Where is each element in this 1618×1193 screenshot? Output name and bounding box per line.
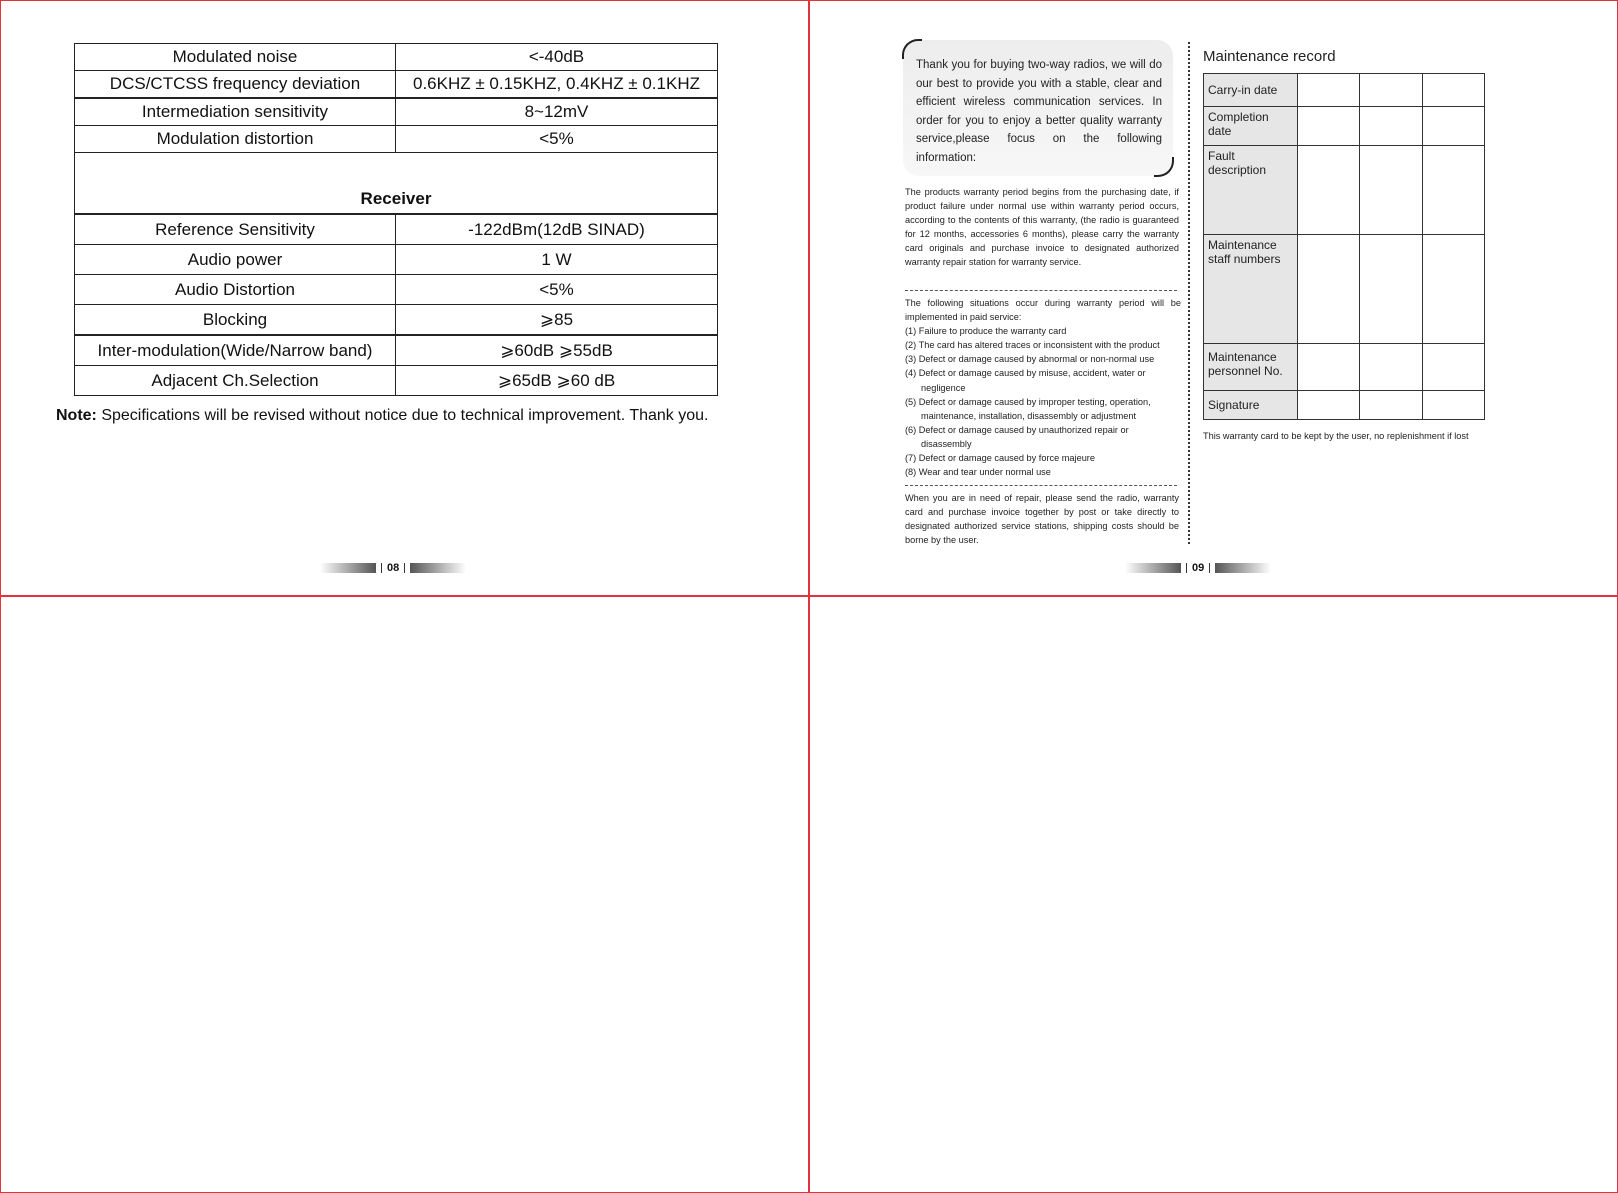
spec-note: [56, 407, 708, 425]
row-label: Carry-in date: [1204, 74, 1298, 107]
table-row: [1204, 391, 1485, 420]
spec-value: <-40dB: [396, 44, 718, 71]
page-ornament-bar: [320, 563, 376, 573]
table-row: [1204, 235, 1485, 344]
spec-row: [75, 335, 718, 366]
page-number-left: [320, 561, 466, 575]
spec-param: Audio Distortion: [75, 275, 396, 305]
spec-section-header: [75, 153, 718, 215]
maintenance-record-table: [1203, 73, 1485, 420]
spec-row: [75, 245, 718, 275]
page-number-text: 09: [1186, 563, 1210, 573]
blank-cell: [1422, 344, 1484, 391]
table-row: [1204, 74, 1485, 107]
list-item: (4) Defect or damage caused by misuse, accident, water or negligence: [905, 368, 1146, 393]
spec-value: 8~12mV: [396, 98, 718, 126]
blank-cell: [1360, 107, 1422, 146]
paid-service-intro: The following situations occur during warranty period will be implemented in paid service:: [905, 298, 1181, 323]
blank-cell: [1298, 107, 1360, 146]
spec-param: Blocking: [75, 305, 396, 336]
row-label: Completion date: [1204, 107, 1298, 146]
blank-cell: [1298, 391, 1360, 420]
page-number-right: [1125, 561, 1271, 575]
blank-cell: [1422, 74, 1484, 107]
spec-row: [75, 366, 718, 396]
spec-value: ⩾85: [396, 305, 718, 336]
repair-paragraph: When you are in need of repair, please send the radio, warranty card and purchase invoice together by post or take directly to designated authorized service stations, shipping costs should be borne by the user.: [905, 493, 1179, 545]
paid-service-list: [905, 296, 1181, 479]
row-label: Fault description: [1204, 146, 1298, 235]
spec-param: Audio power: [75, 245, 396, 275]
page-ornament-bar: [410, 563, 466, 573]
page-ornament-bar: [1215, 563, 1271, 573]
list-item: (6) Defect or damage caused by unauthorized repair or disassembly: [905, 424, 1129, 449]
list-item: (3) Defect or damage caused by abnormal or non-normal use: [905, 354, 1155, 365]
list-item: (2) The card has altered traces or inconsistent with the product: [905, 340, 1160, 351]
dashed-divider: [905, 290, 1177, 291]
section-title-receiver: Receiver: [75, 153, 718, 215]
blank-cell: [1298, 146, 1360, 235]
blank-cell: [1422, 146, 1484, 235]
row-label: Maintenance staff numbers: [1204, 235, 1298, 344]
list-item: (1) Failure to produce the warranty card: [905, 326, 1067, 337]
spec-value: 1 W: [396, 245, 718, 275]
row-label: Signature: [1204, 391, 1298, 420]
spec-row: [75, 71, 718, 99]
intro-bubble: [903, 40, 1173, 176]
blank-cell: [1298, 344, 1360, 391]
blank-cell: [1360, 146, 1422, 235]
list-item: (7) Defect or damage caused by force majeure: [905, 453, 1095, 464]
spec-row: [75, 305, 718, 336]
note-text: Specifications will be revised without notice due to technical improvement. Thank you.: [96, 407, 709, 424]
spec-value: <5%: [396, 275, 718, 305]
spec-table: [74, 43, 718, 396]
blank-cell: [1360, 391, 1422, 420]
spec-value: <5%: [396, 126, 718, 153]
intro-text: Thank you for buying two-way radios, we will do our best to provide you with a stable, clear and efficient wireless communication services. In order for you to enjoy a better quality warranty service,please focus on the following information:: [916, 59, 1162, 164]
table-row: [1204, 107, 1485, 146]
dashed-divider: [905, 485, 1177, 486]
spec-param: DCS/CTCSS frequency deviation: [75, 71, 396, 99]
blank-cell: [1360, 344, 1422, 391]
page-divider-horizontal: [0, 595, 1618, 597]
spec-value: -122dBm(12dB SINAD): [396, 214, 718, 245]
spec-value: 0.6KHZ ± 0.15KHZ, 0.4KHZ ± 0.1KHZ: [396, 71, 718, 99]
spec-param: Reference Sensitivity: [75, 214, 396, 245]
blank-cell: [1422, 391, 1484, 420]
table-row: [1204, 344, 1485, 391]
spec-row: [75, 126, 718, 153]
page-ornament-bar: [1125, 563, 1181, 573]
spec-param: Modulation distortion: [75, 126, 396, 153]
spec-param: Inter-modulation(Wide/Narrow band): [75, 335, 396, 366]
spec-value: ⩾65dB ⩾60 dB: [396, 366, 718, 396]
spec-param: Modulated noise: [75, 44, 396, 71]
blank-cell: [1298, 235, 1360, 344]
table-row: [1204, 146, 1485, 235]
spec-param: Intermediation sensitivity: [75, 98, 396, 126]
blank-cell: [1422, 235, 1484, 344]
spec-value: ⩾60dB ⩾55dB: [396, 335, 718, 366]
warranty-period-paragraph: The products warranty period begins from the purchasing date, if product failure under normal use within warranty period occurs, according to the contents of this warranty, (the radio is guaranteed for 12 months, accessories 6 months), please carry the warranty card originals and purchase invoice to designated authorized warranty repair station for warranty service.: [905, 187, 1179, 267]
dotted-column-divider: [1188, 42, 1190, 544]
row-label: Maintenance personnel No.: [1204, 344, 1298, 391]
spec-row: [75, 214, 718, 245]
spec-row: [75, 44, 718, 71]
blank-cell: [1360, 235, 1422, 344]
page-number-text: 08: [381, 563, 405, 573]
spec-param: Adjacent Ch.Selection: [75, 366, 396, 396]
blank-cell: [1298, 74, 1360, 107]
list-item: (8) Wear and tear under normal use: [905, 467, 1051, 478]
warranty-card-note: This warranty card to be kept by the user, no replenishment if lost: [1203, 431, 1469, 441]
blank-cell: [1360, 74, 1422, 107]
spec-row: [75, 98, 718, 126]
note-label: Note:: [56, 407, 97, 424]
maintenance-record-title: Maintenance record: [1203, 48, 1336, 65]
list-item: (5) Defect or damage caused by improper testing, operation, maintenance, installation, disassembly or adjustment: [905, 396, 1151, 421]
blank-cell: [1422, 107, 1484, 146]
spec-row: [75, 275, 718, 305]
